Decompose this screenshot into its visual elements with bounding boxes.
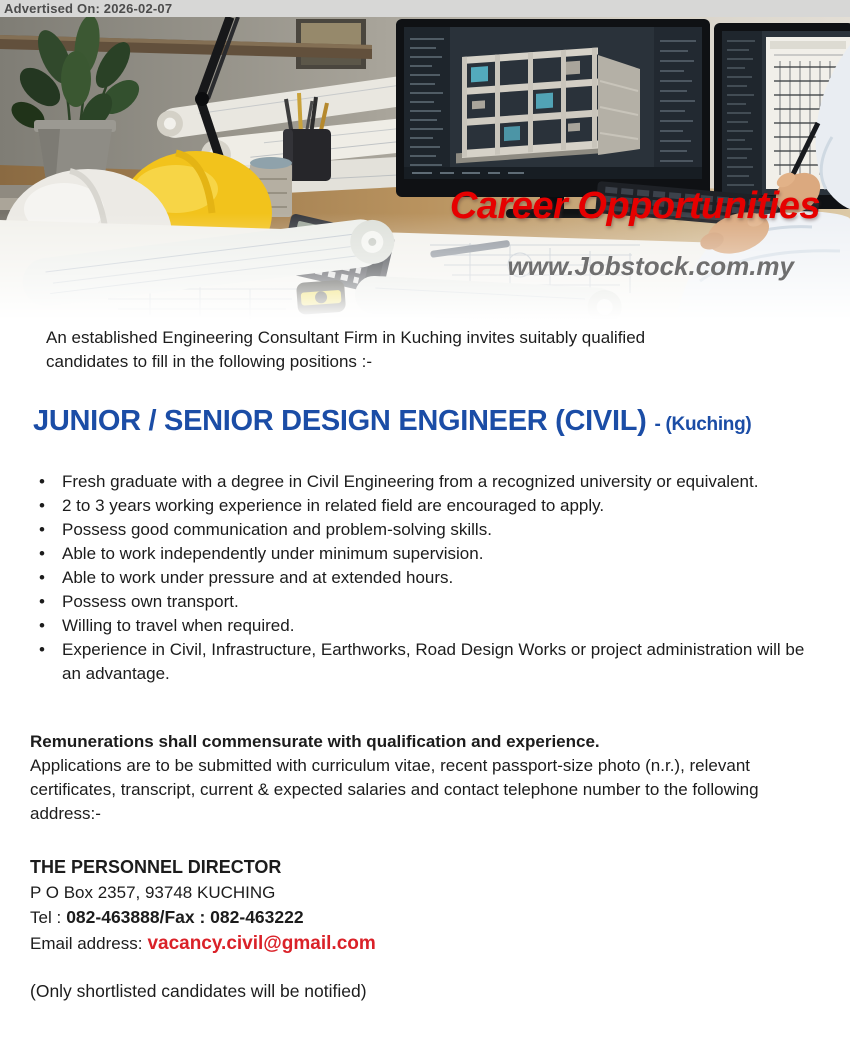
requirement-item: • Experience in Civil, Infrastructure, Earthworks, Road Design Works or project administration will be an advantage. xyxy=(62,638,817,686)
requirement-item: • 2 to 3 years working experience in related field are encouraged to apply. xyxy=(62,494,817,518)
jobstock-watermark: www.Jobstock.com.my xyxy=(507,251,794,281)
remuneration-note: Remunerations shall commensurate with qualification and experience. xyxy=(30,732,600,751)
advertised-on-date: Advertised On: 2026-02-07 xyxy=(4,1,173,16)
application-instructions: Applications are to be submitted with curriculum vitae, recent passport-size photo (n.r.), relevant certificates, transcript, current & expected salaries and contact telephone number to the following address:- xyxy=(30,756,759,823)
advertised-on-bar xyxy=(0,0,850,17)
requirement-item: • Possess own transport. xyxy=(62,590,817,614)
hero-image xyxy=(0,17,850,320)
postal-address: P O Box 2357, 93748 KUCHING xyxy=(30,883,276,902)
intro-text: An established Engineering Consultant Firm in Kuching invites suitably qualified candidates to fill in the following positions :- xyxy=(46,328,646,371)
contact-block xyxy=(30,854,850,957)
requirement-item: • Able to work under pressure and at extended hours. xyxy=(62,566,817,590)
requirement-item: • Able to work independently under minimum supervision. xyxy=(62,542,817,566)
job-location: - (Kuching) xyxy=(654,414,752,435)
email-label: Email address: xyxy=(30,934,143,953)
recipient-name: THE PERSONNEL DIRECTOR xyxy=(30,857,282,877)
application-section xyxy=(30,730,782,826)
email-row xyxy=(30,930,850,957)
requirement-item: • Willing to travel when required. xyxy=(62,614,817,638)
job-title xyxy=(33,404,836,442)
requirements-list xyxy=(0,470,817,686)
shortlist-footnote: (Only shortlisted candidates will be notified) xyxy=(30,981,367,1001)
tel-label: Tel : xyxy=(30,908,62,927)
requirement-item: • Fresh graduate with a degree in Civil Engineering from a recognized university or equivalent. xyxy=(62,470,817,494)
email-link[interactable]: vacancy.civil@gmail.com xyxy=(147,933,376,954)
career-opportunities-headline: Career Opportunities xyxy=(449,185,820,227)
tel-fax-row xyxy=(30,905,850,930)
job-title-text: JUNIOR / SENIOR DESIGN ENGINEER (CIVIL) xyxy=(33,405,647,437)
tel-fax-numbers: 082-463888/Fax : 082-463222 xyxy=(66,907,304,927)
requirement-item: • Possess good communication and problem-solving skills. xyxy=(62,518,817,542)
